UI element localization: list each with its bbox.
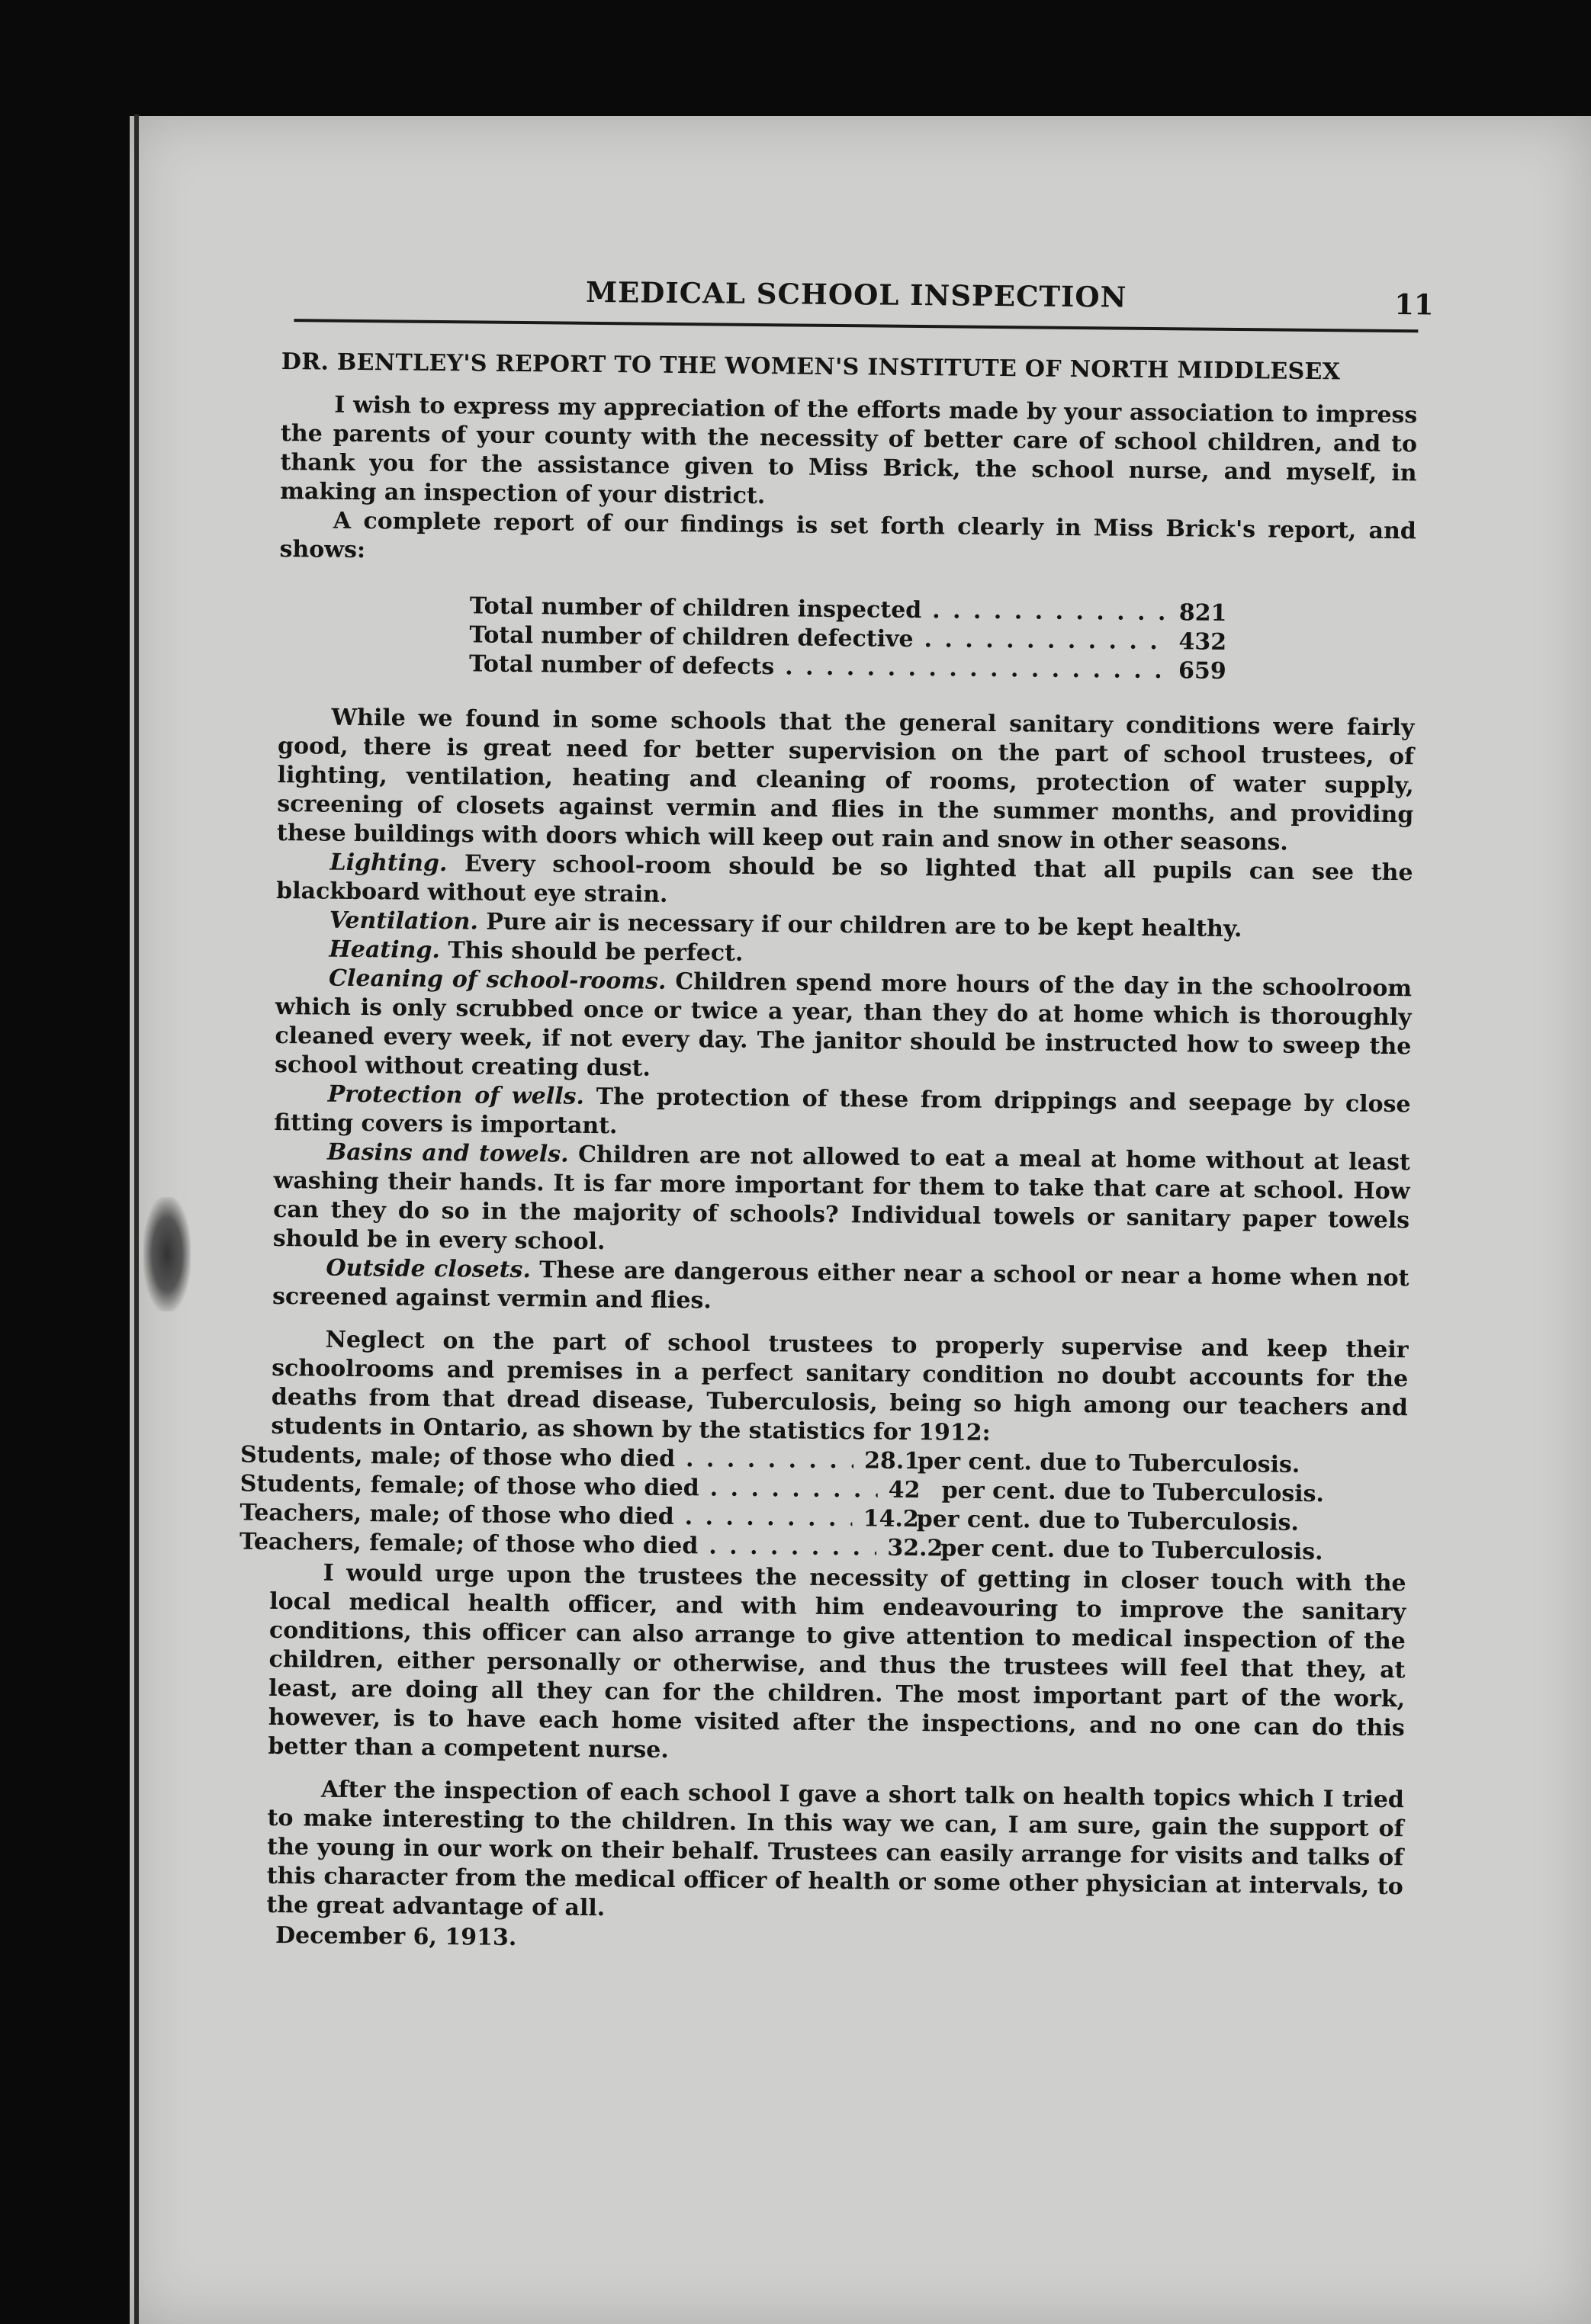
tb-stat-label: Teachers, female; of those who died xyxy=(239,1528,699,1560)
section-heading: Basins and towels. xyxy=(326,1138,569,1168)
findings-intro-paragraph: A complete report of our findings is set forth clearly in Miss Brick's report, and shows: xyxy=(279,507,1417,564)
tb-stat-percent: 28.1 xyxy=(863,1447,921,1475)
urge-paragraph: I would urge upon the trustees the necessity of getting in closer touch with the local medical health officer, and with him endeavouring to improve the sanitary conditions, this officer can also arrange to give attention to medical inspection of the children, either personally or otherwise, and thus the trustees will feel that they, at least, are doing all they can for the children. The most important part of the work, however, is to have each home visited after the inspections, and no one can do this better than a competent nurse. xyxy=(268,1559,1406,1764)
tb-stat-suffix: per cent. due to Tuberculosis. xyxy=(916,1506,1300,1536)
report-title: DR. BENTLEY'S REPORT TO THE WOMEN'S INSTITUTE OF NORTH MIDDLESEX xyxy=(281,348,1341,386)
ink-smudge xyxy=(143,1197,191,1311)
dot-leader xyxy=(924,625,1168,656)
section-heading: Lighting. xyxy=(329,849,448,878)
section-heading: Ventilation. xyxy=(329,907,479,936)
section-text: These are dangerous either near a school or near a home when not screened against vermin and flies. xyxy=(272,1257,1409,1314)
running-head xyxy=(294,274,1434,332)
section-heading: Cleaning of school-rooms. xyxy=(328,965,667,995)
section-text: Children are not allowed to eat a meal at home without at least washing their hands. It is far more important for them to take that care at school. How can they do so in the majority of schools? Individual towels or sanitary paper towels should be in every school. xyxy=(272,1141,1411,1256)
tuberculosis-stats-table xyxy=(239,1441,1407,1568)
dot-leader xyxy=(785,653,1168,685)
page-binding-edge xyxy=(134,114,139,2324)
section-cleaning xyxy=(275,964,1412,1090)
tb-stat-suffix: per cent. due to Tuberculosis. xyxy=(917,1448,1300,1478)
dot-leader xyxy=(709,1532,876,1562)
tb-stat-percent: 42 xyxy=(888,1476,921,1504)
neglect-paragraph: Neglect on the part of school trustees to properly supervise and keep their schoolrooms and premises in a perfect sanitary condition no doubt accounts for the deaths from that dread disease, Tuberculosis, being so high among our teachers and students in Ontario, as shown by the statistics for 1912: xyxy=(271,1326,1409,1446)
tb-stat-label: Students, male; of those who died xyxy=(239,1441,676,1473)
running-title: MEDICAL SCHOOL INSPECTION xyxy=(585,274,1127,314)
findings-table xyxy=(469,592,1225,685)
section-basins xyxy=(273,1138,1410,1264)
tb-stat-label: Students, female; of those who died xyxy=(239,1470,699,1502)
section-heading: Heating. xyxy=(329,936,441,965)
report-date: December 6, 1913. xyxy=(275,1922,517,1952)
section-text: The protection of these from drippings and seepage by close fitting covers is important. xyxy=(274,1083,1411,1140)
section-text: Every school-room should be so lighted that all pupils can see the blackboard without eye strain. xyxy=(276,850,1413,908)
dot-leader xyxy=(686,1445,853,1475)
section-text: Children spend more hours of the day in the schoolroom which is only scrubbed once or twice a year, than they do at home which is thoroughly cleaned every week, if not every day. The janitor should be instructed how to sweep the school without creating dust. xyxy=(274,968,1413,1082)
section-heading: Outside closets. xyxy=(326,1254,532,1284)
section-heading: Protection of wells. xyxy=(327,1080,585,1110)
findings-label: Total number of defects xyxy=(468,650,775,681)
section-wells xyxy=(274,1080,1411,1148)
sanitary-paragraph: While we found in some schools that the general sanitary conditions were fairly good, there is great need for better supervision on the part of school trustees, of lighting, ventilation, heating and cleaning of rooms, protection of water supply, screening of closets against vermin and flies in the summer months, and providing these buildings with doors which will keep out rain and snow in other seasons. xyxy=(276,704,1415,856)
section-lighting xyxy=(276,848,1413,916)
dot-leader xyxy=(932,596,1168,628)
tb-stat-percent: 32.2 xyxy=(887,1534,943,1562)
section-text: Pure air is necessary if our children are to be kept healthy. xyxy=(486,908,1242,943)
findings-value: 432 xyxy=(1178,628,1227,656)
page-number: 11 xyxy=(1393,287,1434,322)
dot-leader xyxy=(685,1503,853,1533)
findings-label: Total number of children defective xyxy=(469,621,914,653)
tb-stat-suffix: per cent. due to Tuberculosis. xyxy=(940,1535,1323,1566)
findings-row xyxy=(469,650,1224,686)
section-text: This should be perfect. xyxy=(448,937,744,967)
tb-stat-label: Teachers, male; of those who died xyxy=(239,1499,674,1531)
page-body xyxy=(239,274,1434,1961)
findings-label: Total number of children inspected xyxy=(469,592,922,624)
tb-stat-percent: 14.2 xyxy=(863,1505,919,1533)
dot-leader xyxy=(710,1474,878,1504)
tb-stat-suffix: per cent. due to Tuberculosis. xyxy=(941,1477,1325,1508)
closing-paragraph: After the inspection of each school I gave a short talk on health topics which I tried to make interesting to the children. In this way we can, I am sure, gain the support of the young in our work on their behalf. Trustees can easily arrange for visits and talks of this character from the medical officer of health or some other physician at intervals, to the great advantage of all. xyxy=(266,1776,1405,1922)
findings-value: 659 xyxy=(1178,657,1226,685)
findings-value: 821 xyxy=(1178,599,1227,627)
section-closets xyxy=(272,1253,1409,1322)
intro-paragraph: I wish to express my appreciation of the efforts made by your association to impress the parents of your county with the necessity of better care of school children, and to thank you for the assistance given to Miss Brick, the school nurse, and myself, in making an inspection of your district. xyxy=(280,391,1418,510)
